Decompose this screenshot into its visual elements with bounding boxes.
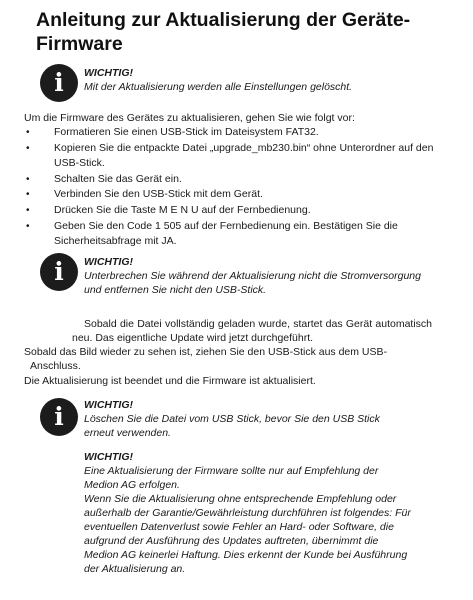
info-icon: i <box>40 253 78 291</box>
warning-box-liability <box>84 450 414 576</box>
warning-heading: WICHTIG! <box>84 399 133 411</box>
warning-text: Eine Aktualisierung der Firmware sollte nur auf Empfehlung der Medion AG erfolgen. <box>84 465 379 491</box>
list-item: • Drücken Sie die Taste M E N U auf der Fernbedienung. <box>24 203 444 219</box>
warning-heading: WICHTIG! <box>84 451 133 463</box>
warning-text: Löschen Sie die Datei vom USB Stick, bevor Sie den USB Stick erneut verwenden. <box>84 413 380 439</box>
list-item: • Formatieren Sie einen USB-Stick im Dateisystem FAT32. <box>24 125 444 141</box>
warning-box-settings <box>84 66 439 94</box>
list-item: • Verbinden Sie den USB-Stick mit dem Gerät. <box>24 187 444 203</box>
list-item: • Geben Sie den Code 1 505 auf der Fernbedienung ein. Bestätigen Sie die Sicherheitsabfrage mit JA. <box>24 219 444 250</box>
intro-text: Um die Firmware des Gerätes zu aktualisieren, gehen Sie wie folgt vor: <box>24 112 355 124</box>
info-icon: i <box>40 64 78 102</box>
list-item: • Schalten Sie das Gerät ein. <box>24 172 444 188</box>
warning-text: Wenn Sie die Aktualisierung ohne entsprechende Empfehlung oder außerhalb der Garantie/Gewährleistung durchführen ist folgendes: Für eventuellen Datenverlust sowie Fehler an Hard- oder Software, die aufgrund der Ausführung des Updates auftreten, übernimmt die Medion AG keinerlei Haftung. Dies erkennt der Kunde bei Ausführung der Aktualisierung an. <box>84 493 411 575</box>
page-title: Anleitung zur Aktualisierung der Geräte-Firmware <box>36 9 411 55</box>
result-item <box>20 346 410 373</box>
result-item <box>72 318 432 345</box>
steps-list <box>24 125 444 250</box>
warning-box-delete-file <box>84 398 404 440</box>
result-text: Die Aktualisierung ist beendet und die Firmware ist aktualisiert. <box>24 375 316 387</box>
warning-heading: WICHTIG! <box>84 67 133 79</box>
info-icon: i <box>40 398 78 436</box>
result-item <box>20 375 440 389</box>
warning-heading: WICHTIG! <box>84 256 133 268</box>
warning-text: Mit der Aktualisierung werden alle Einstellungen gelöscht. <box>84 81 353 93</box>
list-item: • Kopieren Sie die entpackte Datei „upgrade_mb230.bin“ ohne Unterordner auf den USB-Stick. <box>24 141 444 172</box>
warning-box-power <box>84 255 439 297</box>
result-text: Sobald das Bild wieder zu sehen ist, ziehen Sie den USB-Stick aus dem USB-Anschluss. <box>24 346 388 372</box>
warning-text: Unterbrechen Sie während der Aktualisierung nicht die Stromversorgung und entfernen Sie nicht den USB-Stick. <box>84 270 421 296</box>
result-text: Sobald die Datei vollständig geladen wurde, startet das Gerät automatisch neu. Das eigentliche Update wird jetzt durchgeführt. <box>72 318 432 344</box>
